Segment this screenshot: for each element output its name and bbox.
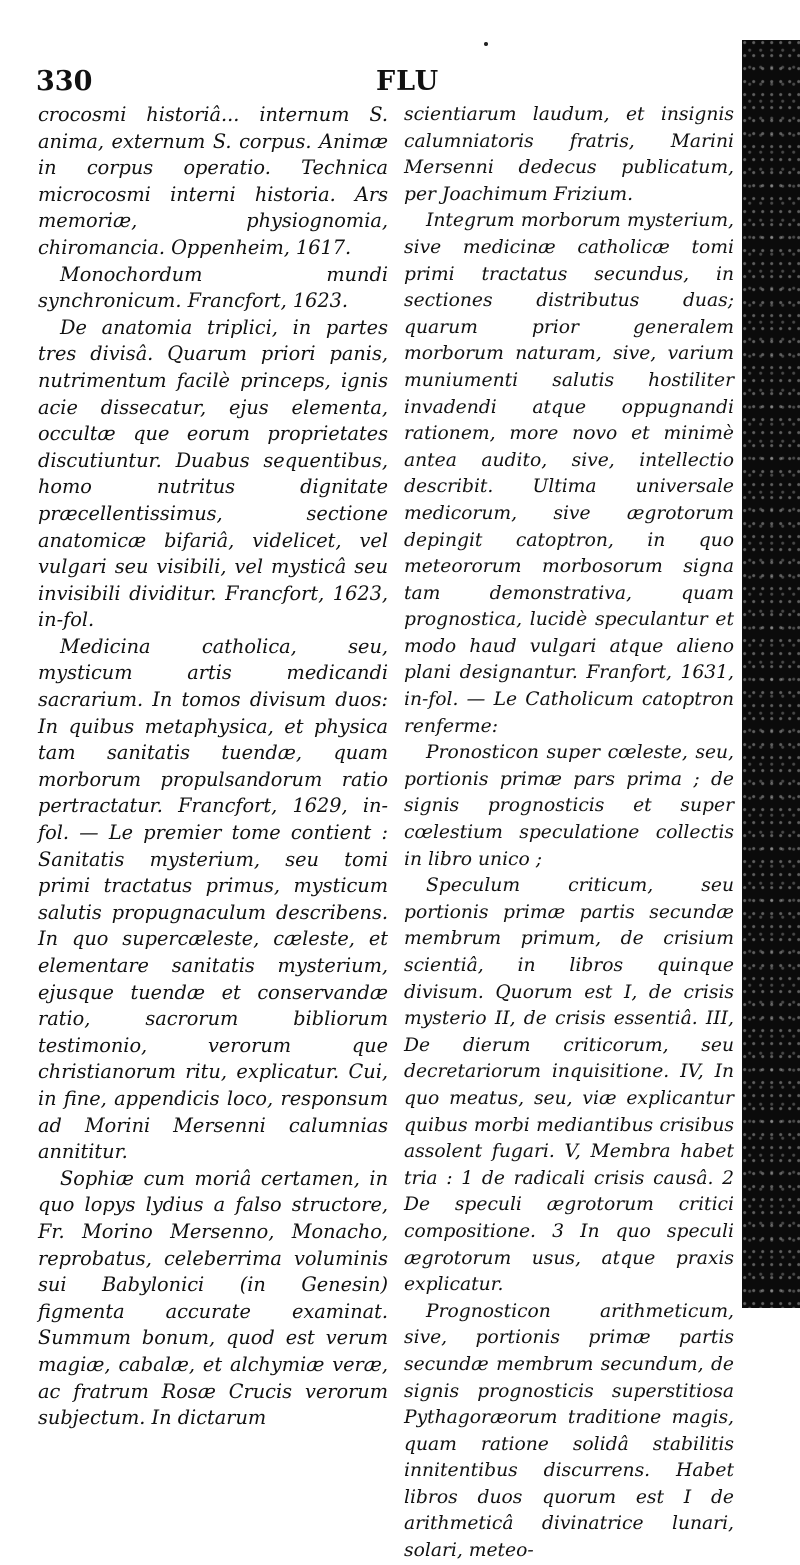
ink-speck xyxy=(484,42,488,46)
running-head: FLU xyxy=(376,66,440,97)
left-column xyxy=(38,102,388,1432)
page-number: 330 xyxy=(36,66,93,97)
scan-edge-shadow xyxy=(742,40,800,1308)
entry-paragraph: Medicina catholica, seu, mysticum artis medicandi sacrarium. In tomos divisum duos: In quibus metaphysica, et physica tam sanitatis tuendæ, quam morborum propulsandorum ratio pertractatur. Francfort, 1629, in-fol. — Le premier tome contient : Sanitatis mysterium, seu tomi primi tractatus primus, mysticum salutis propugnaculum describens. In quo supercæleste, cæleste, et elementare sanitatis mysterium, ejusque tuendæ et conservandæ ratio, sacrorum bibliorum testimonio, verorum que christianorum ritu, explicatur. Cui, in fine, appendicis loco, responsum ad Morini Mersenni calumnias annititur. xyxy=(38,634,388,1164)
entry-paragraph: scientiarum laudum, et insignis calumniatoris fratris, Marini Mersenni dedecus publicatum, per Joachimum Frizium. xyxy=(404,104,734,205)
entry-paragraph: Monochordum mundi synchronicum. Francfort, 1623. xyxy=(38,262,388,313)
entry-paragraph: Pronosticon super cœleste, seu, portionis primæ pars prima ; de signis prognosticis et super cœlestium speculatione collectis in libro unico ; xyxy=(404,742,734,870)
entry-paragraph: De anatomia triplici, in partes tres divisâ. Quarum priori panis, nutrimentum facilè princeps, ignis acie dissecatur, ejus elementa, occultæ que eorum proprietates discutiuntur. Duabus sequentibus, homo nutritus dignitate præcellentissimus, sectione anatomicæ bifariâ, videlicet, vel vulgari seu visibili, vel mysticâ seu invisibili dividitur. Francfort, 1623, in-fol. xyxy=(38,315,388,632)
entry-paragraph: Sophiæ cum moriâ certamen, in quo lopys lydius a falso structore, Fr. Morino Mersenno, Monacho, reprobatus, celeberrima voluminis sui Babylonici (in Genesin) figmenta accurate examinat. Summum bonum, quod est verum magiæ, cabalæ, et alchymiæ veræ, ac fratrum Rosæ Crucis verorum subjectum. In dictarum xyxy=(38,1166,388,1430)
entry-paragraph: Integrum morborum mysterium, sive medicinæ catholicæ tomi primi tractatus secundus, in sectiones distributus duas; quarum prior generalem morborum naturam, sive, varium muniumenti salutis hostiliter invadendi atque oppugnandi rationem, more novo et minimè antea audito, sive, intellectio describit. Ultima universale medicorum, sive ægrotorum depingit catoptron, in quo meteororum morbosorum signa tam demonstrativa, quam prognostica, lucidè speculantur et modo haud vulgari atque alieno plani designantur. Franfort, 1631, in-fol. — Le Catholicum catoptron renferme: xyxy=(404,210,734,737)
right-column xyxy=(404,102,734,1565)
entry-paragraph: Speculum criticum, seu portionis primæ partis secundæ membrum primum, de crisium scientiâ, in libros quinque divisum. Quorum est I, de crisis mysterio II, de crisis essentiâ. III, De dierum criticorum, seu decretariorum inquisitione. IV, In quo meatus, seu, viæ explicantur quibus morbi mediantibus crisibus assolent fugari. V, Membra habet tria : 1 de radicali crisis causâ. 2 De speculi ægrotorum critici compositione. 3 In quo speculi ægrotorum usus, atque praxis explicatur. xyxy=(404,875,734,1296)
page-header xyxy=(36,66,736,96)
entry-paragraph: crocosmi historiâ... internum S. anima, externum S. corpus. Animæ in corpus operatio. Technica microcosmi interni historia. Ars memoriæ, physiognomia, chiromancia. Oppenheim, 1617. xyxy=(38,103,388,259)
entry-paragraph: Prognosticon arithmeticum, sive, portionis primæ partis secundæ membrum secundum, de signis prognosticis superstitiosa Pythagoræorum traditione magis, quam ratione solidâ stabilitis innitentibus discurrens. Habet libros duos quorum est I de arithmeticâ divinatrice lunari, solari, meteo- xyxy=(404,1300,734,1562)
